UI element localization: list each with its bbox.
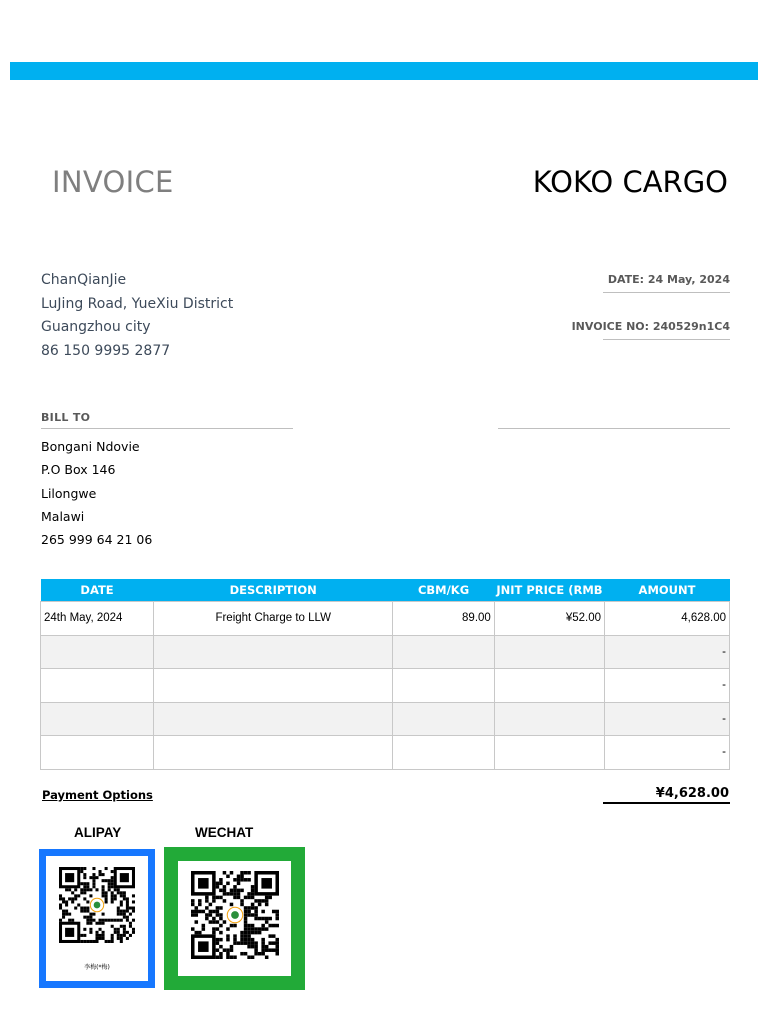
cell-cbm-kg	[393, 702, 495, 736]
wechat-qr-card	[164, 847, 305, 990]
buyer-name: Bongani Ndovie	[41, 439, 140, 454]
bill-to-label: BILL TO	[41, 411, 91, 424]
wechat-qr-code-icon	[191, 871, 279, 965]
cell-unit-price: ¥52.00	[494, 602, 604, 636]
table-row	[41, 635, 730, 669]
cell-date	[41, 702, 154, 736]
line-items-table	[40, 579, 730, 770]
alipay-qr-card	[39, 849, 155, 988]
cell-description	[154, 736, 393, 770]
bill-to-rule	[41, 428, 293, 429]
table-row	[41, 736, 730, 770]
cell-date	[41, 635, 154, 669]
payment-options-label: Payment Options	[42, 788, 153, 802]
cell-amount: -	[605, 635, 730, 669]
seller-address-block	[41, 269, 233, 363]
buyer-country: Malawi	[41, 508, 85, 524]
company-name: KOKO CARGO	[532, 165, 728, 199]
wechat-label: WECHAT	[195, 825, 254, 840]
cell-cbm-kg: 89.00	[393, 602, 495, 636]
header-amount: AMOUNT	[605, 579, 730, 602]
seller-name: ChanQianJie	[41, 272, 127, 288]
cell-unit-price	[494, 702, 604, 736]
seller-city: Guangzhou city	[41, 319, 151, 335]
ship-to-rule	[498, 428, 730, 429]
seller-phone: 86 150 9995 2877	[41, 342, 171, 359]
invoice-number: INVOICE NO: 240529n1C4	[571, 320, 730, 333]
table-header-row	[41, 579, 730, 602]
cell-amount: -	[605, 669, 730, 703]
cell-description	[154, 669, 393, 703]
table-row	[41, 669, 730, 703]
cell-unit-price	[494, 736, 604, 770]
cell-cbm-kg	[393, 635, 495, 669]
cell-amount: -	[605, 736, 730, 770]
alipay-label: ALIPAY	[74, 825, 122, 840]
cell-unit-price	[494, 635, 604, 669]
alipay-qr-code-icon	[59, 867, 135, 951]
invoice-date: DATE: 24 May, 2024	[607, 273, 730, 286]
cell-date	[41, 669, 154, 703]
header-description: DESCRIPTION	[154, 579, 393, 602]
seller-address-line: LuJing Road, YueXiu District	[41, 295, 234, 312]
cell-description: Freight Charge to LLW	[154, 602, 393, 636]
cell-description	[154, 702, 393, 736]
buyer-phone: 265 999 64 21 06	[41, 532, 153, 548]
table-row	[41, 602, 730, 636]
header-accent-bar	[10, 62, 758, 80]
invoice-number-underline	[603, 339, 730, 340]
table-row	[41, 702, 730, 736]
date-underline	[603, 292, 730, 293]
document-title: INVOICE	[52, 165, 174, 199]
buyer-city: Lilongwe	[41, 485, 97, 501]
cell-amount: 4,628.00	[605, 602, 730, 636]
header-cbm-kg: CBM/KG	[393, 579, 495, 602]
cell-unit-price	[494, 669, 604, 703]
cell-amount: -	[605, 702, 730, 736]
header-unit-price: JNIT PRICE (RMB	[494, 579, 604, 602]
cell-description	[154, 635, 393, 669]
buyer-po-box: P.O Box 146	[41, 462, 116, 478]
cell-date	[41, 736, 154, 770]
alipay-account-caption: 李梅(*梅)	[84, 964, 110, 971]
total-underline	[603, 802, 730, 804]
bill-to-address-block	[41, 435, 152, 551]
cell-cbm-kg	[393, 736, 495, 770]
cell-cbm-kg	[393, 669, 495, 703]
header-date: DATE	[41, 579, 154, 602]
cell-date: 24th May, 2024	[41, 602, 154, 636]
invoice-total: ¥4,628.00	[655, 786, 729, 801]
